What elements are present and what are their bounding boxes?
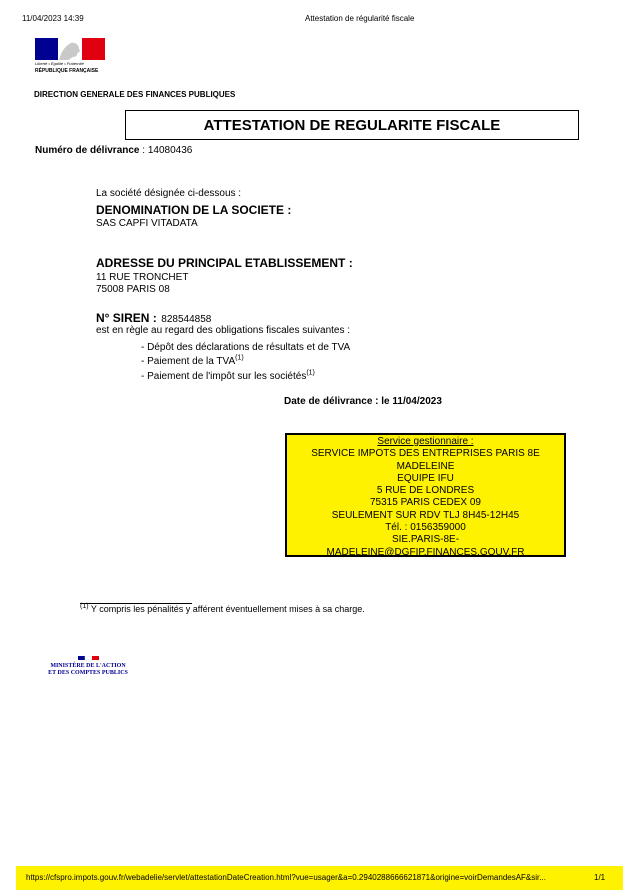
address-label: ADRESSE DU PRINCIPAL ETABLISSEMENT : [96, 256, 353, 270]
delivery-number-separator: : [139, 145, 148, 156]
service-line: SIE.PARIS-8E- [391, 534, 460, 546]
obligation-item: - Paiement de l'impôt sur les sociétés$^{(1)}$ [141, 369, 315, 382]
footnote-ref: (1) [306, 369, 315, 377]
logo-motto: Liberté • Égalité • Fraternité [35, 61, 84, 66]
attestation-title-box [125, 110, 579, 140]
denomination-value: SAS CAPFI VITADATA [96, 218, 198, 229]
service-line: 75315 PARIS CEDEX 09 [370, 497, 481, 509]
marianne-flag-icon [35, 36, 105, 82]
delivery-number-label: Numéro de délivrance [35, 145, 140, 156]
republique-francaise-logo [35, 36, 105, 82]
print-doc-title: Attestation de régularité fiscale [305, 14, 415, 23]
footnote-mark: (1) [80, 603, 89, 610]
delivery-number-line [35, 145, 192, 156]
service-line: Tél. : 0156359000 [385, 522, 466, 534]
service-line: MADELEINE@DGFIP.FINANCES.GOUV.FR [326, 546, 525, 558]
service-line: 5 RUE DE LONDRES [376, 485, 475, 497]
obligation-item: - Dépôt des déclarations de résultats et de TVA [141, 342, 351, 353]
footnote-ref: (1) [235, 354, 244, 362]
ministere-logo [40, 656, 136, 680]
obligation-item: - Paiement de la TVA$^{(1)}$ [141, 354, 244, 367]
address-line-2: 75008 PARIS 08 [96, 284, 170, 295]
siren-value: 828544858 [161, 314, 212, 325]
company-intro: La société désignée ci-dessous : [96, 188, 242, 199]
service-line: EQUIPE IFU [397, 472, 454, 484]
direction-heading: DIRECTION GENERALE DES FINANCES PUBLIQUES [34, 90, 236, 99]
attestation-title: ATTESTATION DE REGULARITE FISCALE [203, 116, 501, 134]
address-line-1: 11 RUE TRONCHET [96, 272, 189, 283]
service-gestionnaire-box [285, 433, 566, 557]
logo-name: RÉPUBLIQUE FRANÇAISE [35, 68, 99, 74]
ministere-line-1: MINISTÈRE DE L'ACTION [50, 663, 126, 669]
delivery-number-value: 14080436 [147, 145, 193, 156]
footnote [80, 604, 365, 614]
ministere-tricolor-icon [40, 656, 136, 662]
siren-label: N° SIREN : [96, 311, 157, 325]
ministere-line-2: ET DES COMPTES PUBLICS [48, 670, 128, 676]
footer-url[interactable]: https://cfspro.impots.gouv.fr/webadelie/servlet/attestationDateCreation.html?vue=usager&a=0.2940288666621871&origine=voirDemandesAF&sir... [26, 873, 546, 882]
page-number: 1/1 [594, 873, 606, 882]
print-datetime: 11/04/2023 14:39 [22, 14, 84, 23]
footnote-text: Y compris les pénalités y afférent éventuellement mises à sa charge. [88, 604, 365, 614]
denomination-label: DENOMINATION DE LA SOCIETE : [96, 203, 292, 217]
service-heading: Service gestionnaire : [377, 436, 474, 447]
service-line: MADELEINE [396, 460, 455, 472]
delivery-date: Date de délivrance : le 11/04/2023 [284, 396, 442, 407]
compliance-text: est en règle au regard des obligations fiscales suivantes : [96, 325, 351, 336]
service-line: SEULEMENT SUR RDV TLJ 8H45-12H45 [331, 509, 520, 521]
service-line: SERVICE IMPOTS DES ENTREPRISES PARIS 8E [311, 448, 540, 460]
